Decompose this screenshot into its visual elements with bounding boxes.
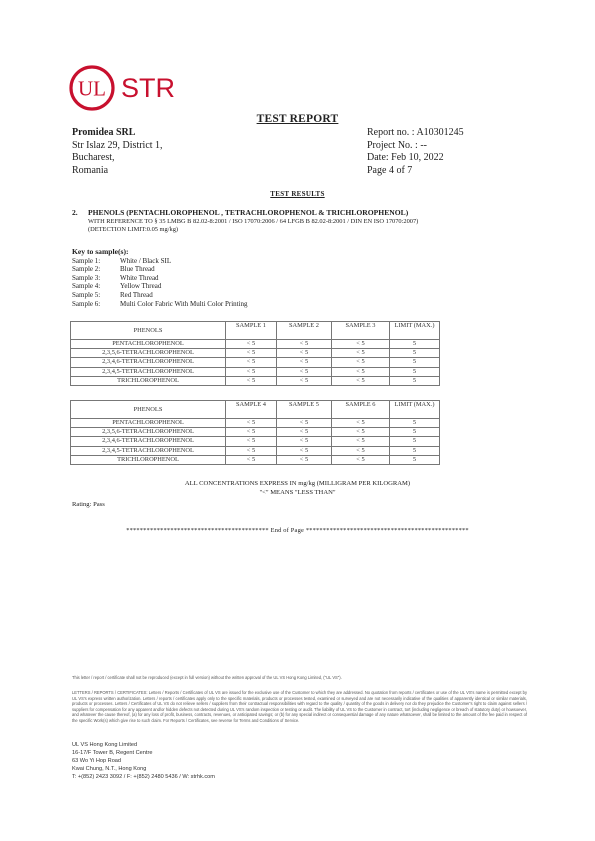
result-cell: < 5 xyxy=(226,419,277,428)
result-cell: < 5 xyxy=(277,419,332,428)
compound-name: 2,3,4,5-TETRACHLOROPHENOL xyxy=(71,367,226,376)
result-cell: < 5 xyxy=(332,455,390,464)
compound-name: 2,3,4,6-TETRACHLOROPHENOL xyxy=(71,437,226,446)
result-cell: < 5 xyxy=(332,419,390,428)
result-cell: < 5 xyxy=(277,455,332,464)
result-cell: 5 xyxy=(390,437,440,446)
item-number: 2. xyxy=(72,208,78,217)
result-cell: 5 xyxy=(390,376,440,385)
result-cell: 5 xyxy=(390,428,440,437)
sample-label: Sample 6: xyxy=(72,299,101,308)
compound-name: 2,3,4,5-TETRACHLOROPHENOL xyxy=(71,446,226,455)
end-of-page: ****************************************** End of Page ************************************************ xyxy=(126,527,469,534)
table-row xyxy=(71,437,440,446)
logo-text: STR xyxy=(121,73,175,103)
compound-name: TRICHLOROPHENOL xyxy=(71,376,226,385)
result-cell: < 5 xyxy=(226,358,277,367)
address-line: 16-17/F Tower B, Regent Centre xyxy=(72,750,153,757)
address-line: UL VS Hong Kong Limited xyxy=(72,742,138,748)
result-cell: < 5 xyxy=(277,428,332,437)
contact-line: T: +(852) 2423 3092 / F: +(852) 2480 5436 / W: strhk.com xyxy=(72,774,215,781)
reproduction-notice: This letter / report / certificate shall not be reproduced (except in full version) without the written approval of the UL VS Hong Kong Limited, ("UL VS"). xyxy=(72,675,342,680)
table-row xyxy=(71,419,440,428)
table-row xyxy=(71,340,440,349)
table-header-row xyxy=(71,322,440,340)
sample-key xyxy=(72,248,248,308)
sample-label: Sample 2: xyxy=(72,265,101,274)
detection-limit: (DETECTION LIMIT:0.05 mg/kg) xyxy=(88,226,179,233)
result-cell: 5 xyxy=(390,446,440,455)
table-row xyxy=(71,367,440,376)
report-date: Date: Feb 10, 2022 xyxy=(367,152,444,164)
sample-description: Multi Color Fabric With Multi Color Printing xyxy=(120,299,248,308)
address-line: 63 Wo Yi Hop Road xyxy=(72,758,122,765)
sample-description: Yellow Thread xyxy=(120,282,162,291)
ul-str-logo xyxy=(68,64,190,112)
sample-key-row xyxy=(72,274,248,283)
client-address-line: Romania xyxy=(72,164,109,176)
project-number: Project No. : -- xyxy=(367,139,427,151)
result-cell: < 5 xyxy=(332,376,390,385)
result-cell: < 5 xyxy=(277,340,332,349)
compound-name: 2,3,5,6-TETRACHLOROPHENOL xyxy=(71,349,226,358)
result-cell: < 5 xyxy=(226,367,277,376)
client-block xyxy=(72,127,163,177)
result-cell: < 5 xyxy=(226,446,277,455)
compound-name: 2,3,5,6-TETRACHLOROPHENOL xyxy=(71,428,226,437)
result-cell: < 5 xyxy=(277,367,332,376)
result-cell: < 5 xyxy=(332,428,390,437)
result-cell: < 5 xyxy=(277,446,332,455)
result-cell: < 5 xyxy=(277,349,332,358)
sample-label: Sample 4: xyxy=(72,282,101,291)
item-heading: PHENOLS (PENTACHLOROPHENOL , TETRACHLOROPHENOL & TRICHLOROPHENOL) xyxy=(88,208,409,217)
address-line: Kwai Chung, N.T., Hong Kong xyxy=(72,766,147,773)
note-line: "<" MEANS "LESS THAN" xyxy=(259,488,336,496)
rating: Rating: Pass xyxy=(72,501,105,508)
sample-key-row xyxy=(72,291,248,300)
compound-name: PENTACHLOROPHENOL xyxy=(71,340,226,349)
client-address-line: Bucharest, xyxy=(72,152,115,164)
sample-key-row xyxy=(72,257,248,266)
column-header: LIMIT (MAX.) xyxy=(390,322,440,340)
result-cell: < 5 xyxy=(332,349,390,358)
sample-key-row xyxy=(72,300,248,309)
results-table-2 xyxy=(70,400,440,465)
result-cell: 5 xyxy=(390,340,440,349)
report-info xyxy=(367,127,464,177)
sample-label: Sample 3: xyxy=(72,273,101,282)
result-cell: 5 xyxy=(390,455,440,464)
result-cell: < 5 xyxy=(332,367,390,376)
sample-label: Sample 5: xyxy=(72,290,101,299)
result-cell: 5 xyxy=(390,349,440,358)
compound-name: TRICHLOROPHENOL xyxy=(71,455,226,464)
result-cell: < 5 xyxy=(277,437,332,446)
sample-description: White Thread xyxy=(120,273,159,282)
result-cell: < 5 xyxy=(226,437,277,446)
sample-description: White / Black SIL xyxy=(120,256,172,265)
table-row xyxy=(71,455,440,464)
page-number: Page 4 of 7 xyxy=(367,164,413,176)
table-row xyxy=(71,349,440,358)
column-header: SAMPLE 6 xyxy=(332,401,390,419)
result-cell: < 5 xyxy=(226,349,277,358)
key-title: Key to sample(s): xyxy=(72,247,129,256)
result-cell: < 5 xyxy=(277,376,332,385)
column-header: SAMPLE 5 xyxy=(277,401,332,419)
result-cell: < 5 xyxy=(226,455,277,464)
section-title: TEST RESULTS xyxy=(270,190,325,198)
table-row xyxy=(71,376,440,385)
item-reference: WITH REFERENCE TO § 35 LMBG B 82.02-8:2001 / ISO 17070:2006 / 64 LFGB B 82.02-8:2001 / DIN EN ISO 17070:2007) xyxy=(88,217,419,225)
sample-label: Sample 1: xyxy=(72,256,101,265)
sample-key-row xyxy=(72,265,248,274)
table-row xyxy=(71,446,440,455)
page-title: TEST REPORT xyxy=(256,113,339,125)
result-cell: 5 xyxy=(390,419,440,428)
result-cell: < 5 xyxy=(332,446,390,455)
column-header: SAMPLE 3 xyxy=(332,322,390,340)
result-cell: < 5 xyxy=(226,376,277,385)
result-cell: < 5 xyxy=(277,358,332,367)
result-cell: < 5 xyxy=(226,340,277,349)
column-header: LIMIT (MAX.) xyxy=(390,401,440,419)
column-header-phenols: PHENOLS xyxy=(71,401,226,419)
result-cell: < 5 xyxy=(332,437,390,446)
result-cell: < 5 xyxy=(332,358,390,367)
column-header: SAMPLE 1 xyxy=(226,322,277,340)
compound-name: 2,3,4,6-TETRACHLOROPHENOL xyxy=(71,358,226,367)
column-header: SAMPLE 4 xyxy=(226,401,277,419)
test-item xyxy=(72,209,418,234)
client-name: Promidea SRL xyxy=(72,127,136,138)
client-address-line: Str Islaz 29, District 1, xyxy=(72,139,163,151)
logo-mark: UL xyxy=(78,76,106,101)
sample-description: Blue Thread xyxy=(120,265,155,274)
result-cell: 5 xyxy=(390,367,440,376)
report-number: Report no. : A10301245 xyxy=(367,127,464,138)
table-row xyxy=(71,428,440,437)
column-header-phenols: PHENOLS xyxy=(71,322,226,340)
concentration-note xyxy=(0,480,595,497)
table-header-row xyxy=(71,401,440,419)
result-cell: < 5 xyxy=(332,340,390,349)
result-cell: < 5 xyxy=(226,428,277,437)
compound-name: PENTACHLOROPHENOL xyxy=(71,419,226,428)
sample-description: Red Thread xyxy=(120,290,153,299)
result-cell: 5 xyxy=(390,358,440,367)
legal-terms: LETTERS / REPORTS / CERTIFICATES: Letters / Reports / Certificates of UL VS are issued for the exclusive use of the Customer to which they are addressed. No quotation from reports / certificates or use of the UL VS's name is permitted except by UL VS's express written authorization. Letters / reports / certificates apply only to the specific materials, products or processes tested, examined or surveyed and are not necessarily indicative of the qualities of apparently identical or similar materials, products or processes. Letters / Certificates of UL VS do not relieve sellers / suppliers from their contractual responsibilities with regard to the quality / quantity of the goods in delivery nor do they prejudice the Customer's right to claim against sellers / suppliers for compensation for any apparent and/or hidden defects not detected during UL VS's random inspection or testing or audit. The liability of UL VS to the Customer in contract, tort (including negligence or breach of statutory duty) or howsoever, and whatever the cause thereof, (a) for any loss of profit, business, contracts, revenues, or anticipated savings; or (b) for any special indirect or consequential damage of any nature whatsoever, shall be limited to the amount of the fee paid in respect of the specific Work(s) which give rise to such claim. For Reports / Certificates, see reverse for Terms and Conditions of Service. xyxy=(72,690,527,723)
note-line: ALL CONCENTRATIONS EXPRESS IN mg/kg (MILLIGRAM PER KILOGRAM) xyxy=(184,480,411,487)
results-table-1 xyxy=(70,321,440,386)
company-address xyxy=(72,741,215,781)
column-header: SAMPLE 2 xyxy=(277,322,332,340)
sample-key-row xyxy=(72,282,248,291)
table-row xyxy=(71,358,440,367)
